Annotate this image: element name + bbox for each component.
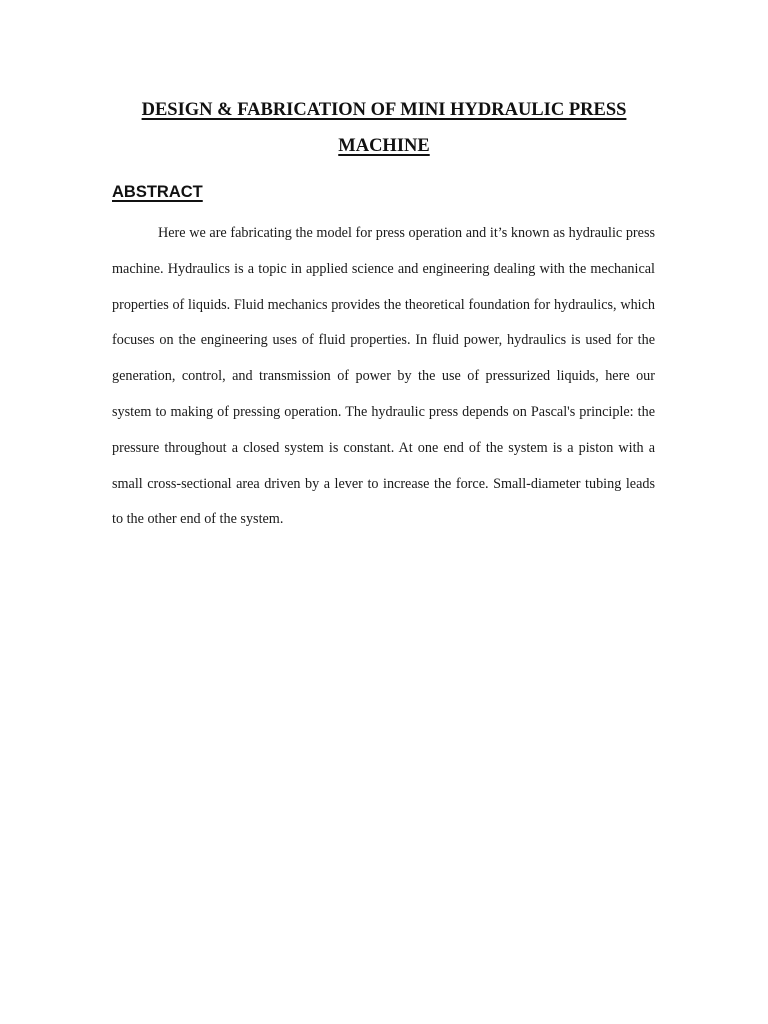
document-title bbox=[112, 92, 656, 164]
abstract-heading: ABSTRACT bbox=[112, 183, 203, 201]
document-title-text: DESIGN & FABRICATION OF MINI HYDRAULIC PRESS MACHINE bbox=[141, 100, 627, 156]
abstract-paragraph: Here we are fabricating the model for press operation and it’s known as hydraulic press machine. Hydraulics is a topic in applied science and engineering dealing with the mechanical properties of liquids. Fluid mechanics provides the theoretical foundation for hydraulics, which focuses on the engineering uses of fluid properties. In fluid power, hydraulics is used for the generation, control, and transmission of power by the use of pressurized liquids, here our system to making of pressing operation. The hydraulic press depends on Pascal's principle: the pressure throughout a closed system is constant. At one end of the system is a piston with a small cross-sectional area driven by a lever to increase the force. Small-diameter tubing leads to the other end of the system. bbox=[112, 225, 655, 528]
